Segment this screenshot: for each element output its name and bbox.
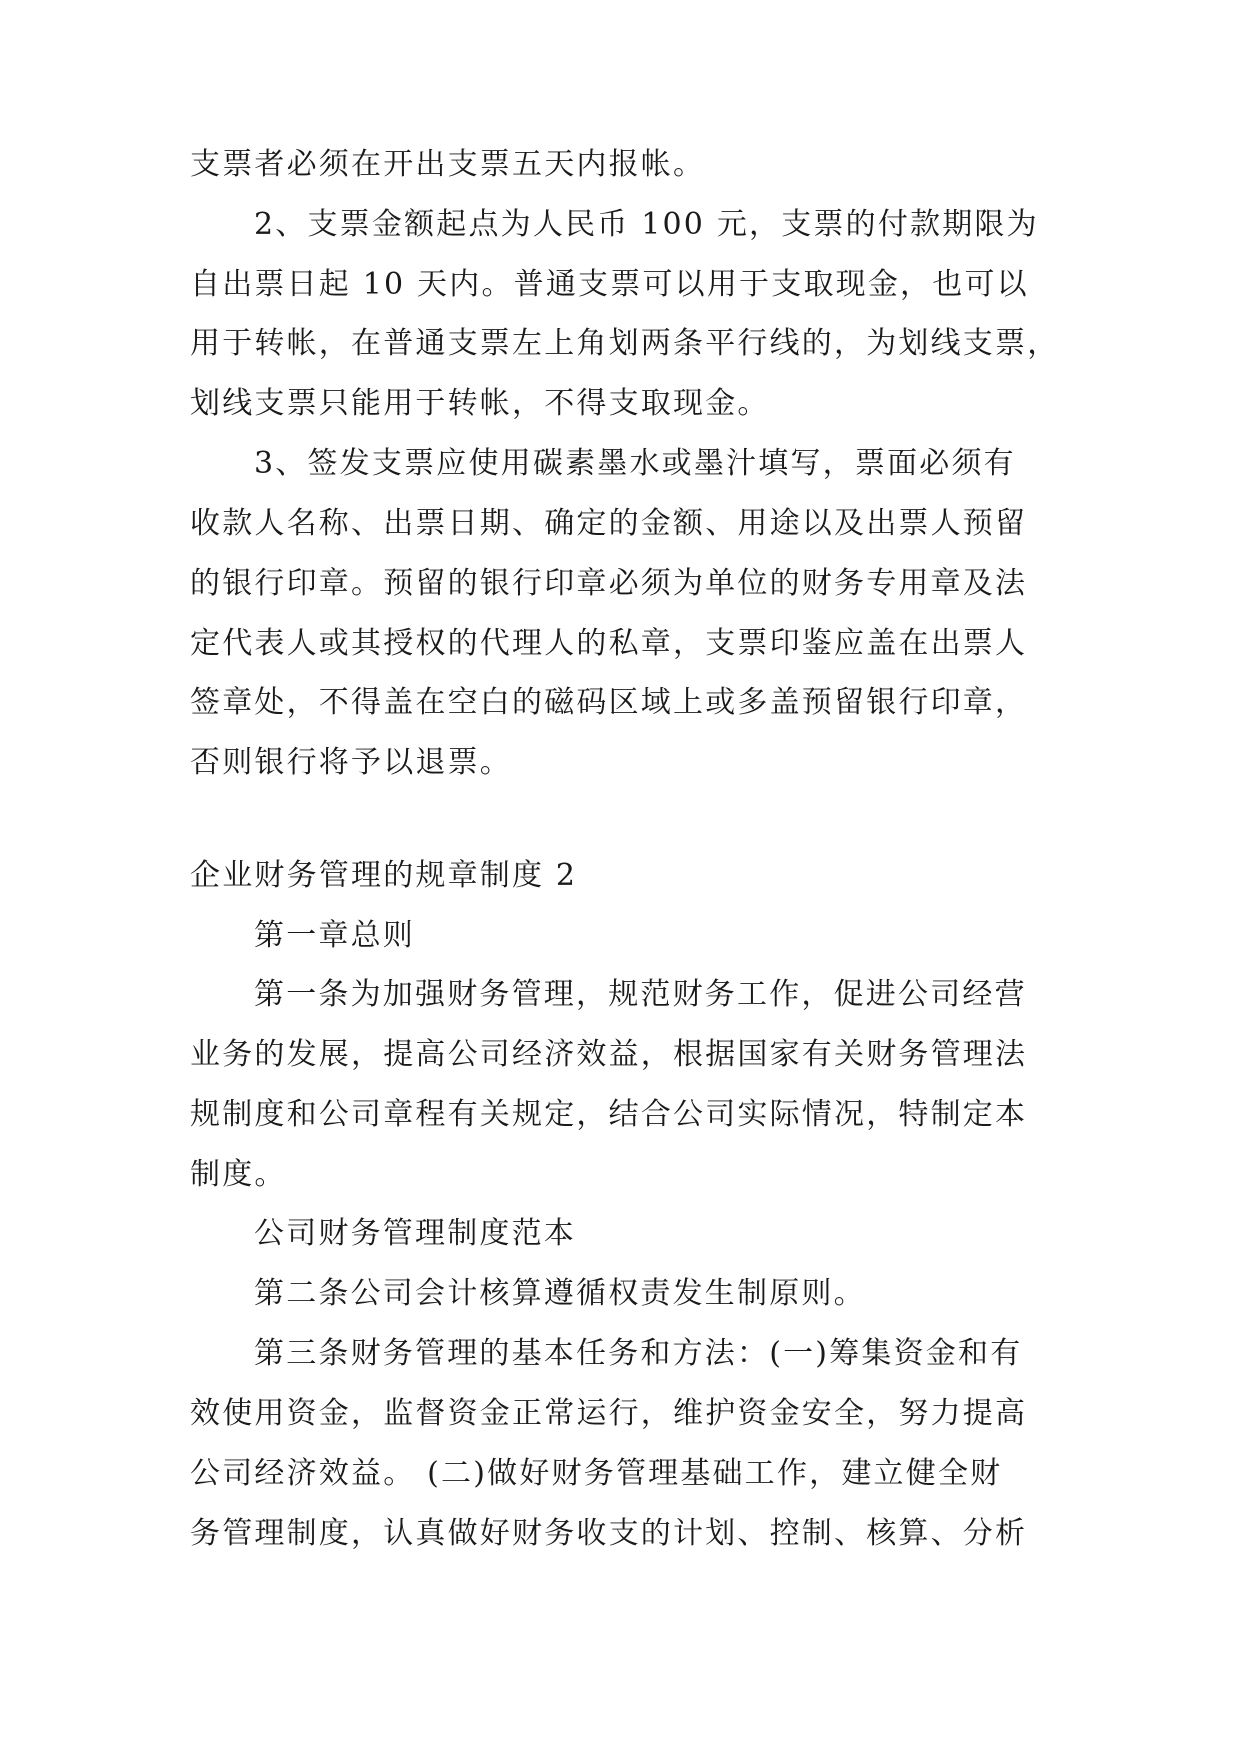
- text-line: 定代表人或其授权的代理人的私章，支票印鉴应盖在出票人: [190, 626, 1028, 661]
- text-line: 公司财务管理制度范本: [254, 1216, 576, 1251]
- text-line: 第二条公司会计核算遵循权责发生制原则。: [254, 1276, 866, 1311]
- text-line: 制度。: [190, 1157, 287, 1192]
- text-line: 2、支票金额起点为人民币 100 元，支票的付款期限为: [254, 207, 1039, 242]
- text-line: 效使用资金，监督资金正常运行，维护资金安全，努力提高: [190, 1396, 1028, 1431]
- text-line: 划线支票只能用于转帐，不得支取现金。: [190, 386, 770, 421]
- text-line: 业务的发展，提高公司经济效益，根据国家有关财务管理法: [190, 1037, 1028, 1072]
- text-line: 收款人名称、出票日期、确定的金额、用途以及出票人预留: [190, 506, 1028, 541]
- text-line: 第三条财务管理的基本任务和方法：(一)筹集资金和有: [254, 1336, 1023, 1371]
- text-line: 否则银行将予以退票。: [190, 745, 512, 780]
- section-title: 企业财务管理的规章制度 2: [190, 858, 578, 893]
- text-line: 用于转帐，在普通支票左上角划两条平行线的，为划线支票，: [190, 326, 1060, 361]
- text-line: 的银行印章。预留的银行印章必须为单位的财务专用章及法: [190, 566, 1028, 601]
- chapter-heading: 第一章总则: [254, 918, 415, 953]
- text-line: 务管理制度，认真做好财务收支的计划、控制、核算、分析: [190, 1516, 1028, 1551]
- text-line: 公司经济效益。 (二)做好财务管理基础工作，建立健全财: [190, 1456, 1003, 1491]
- text-line: 第一条为加强财务管理，规范财务工作，促进公司经营: [254, 977, 1027, 1012]
- text-line: 支票者必须在开出支票五天内报帐。: [190, 147, 706, 182]
- text-line: 规制度和公司章程有关规定，结合公司实际情况，特制定本: [190, 1097, 1028, 1132]
- text-line: 签章处，不得盖在空白的磁码区域上或多盖预留银行印章，: [190, 685, 1028, 720]
- text-line: 自出票日起 10 天内。普通支票可以用于支取现金，也可以: [190, 267, 1029, 302]
- text-line: 3、签发支票应使用碳素墨水或墨汁填写，票面必须有: [254, 446, 1016, 481]
